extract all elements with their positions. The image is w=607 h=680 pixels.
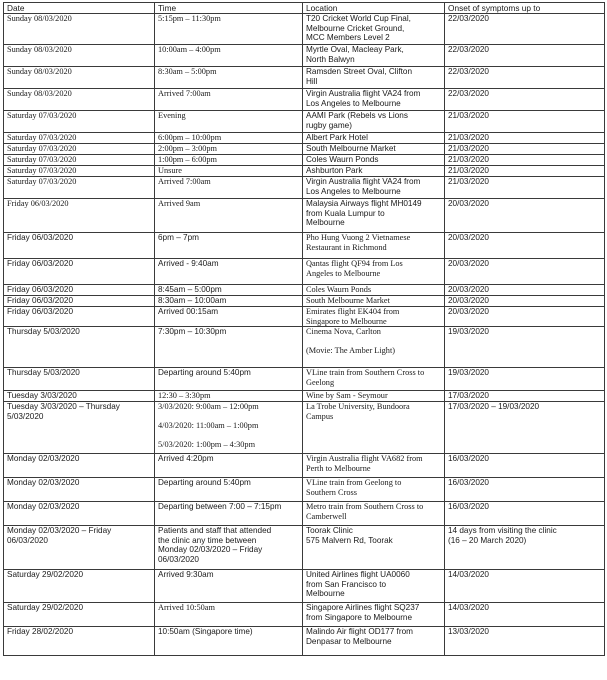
location-cell bbox=[303, 89, 445, 111]
date-cell-text: Saturday 29/02/2020 bbox=[7, 603, 84, 612]
location-cell-text: from Kuala Lumpur to bbox=[306, 208, 385, 218]
location-cell-text: (Movie: The Amber Light) bbox=[306, 346, 396, 355]
location-cell-text: Pho Hung Vuong 2 Vietnamese bbox=[306, 233, 411, 242]
time-cell bbox=[155, 327, 303, 368]
location-cell-text: 575 Malvern Rd, Toorak bbox=[306, 535, 393, 545]
onset-cell-text: 17/03/2020 bbox=[448, 391, 489, 400]
location-cell-text: Myrtle Oval, Macleay Park, bbox=[306, 45, 404, 54]
location-cell-text: Virgin Australia flight VA24 from bbox=[306, 177, 421, 186]
date-cell bbox=[4, 155, 155, 166]
time-cell-text: Arrived 4:20pm bbox=[158, 454, 214, 463]
table-row bbox=[4, 402, 605, 454]
time-cell bbox=[155, 502, 303, 526]
table-header-row bbox=[4, 3, 605, 14]
date-cell-text: Monday 02/03/2020 bbox=[7, 454, 80, 463]
onset-cell bbox=[445, 570, 605, 603]
table-row bbox=[4, 368, 605, 391]
onset-cell-text: 16/03/2020 bbox=[448, 454, 489, 463]
location-cell-text: Ashburton Park bbox=[306, 166, 363, 175]
onset-cell-text: 20/03/2020 bbox=[448, 199, 489, 208]
location-cell-text: Cinema Nova, Carlton bbox=[306, 327, 381, 336]
location-cell-text: Qantas flight QF94 from Los bbox=[306, 259, 403, 268]
onset-cell bbox=[445, 177, 605, 199]
location-cell bbox=[303, 133, 445, 144]
date-cell bbox=[4, 454, 155, 478]
date-cell-text: Tuesday 3/03/2020 bbox=[7, 391, 77, 400]
location-cell-text: Melbourne Cricket Ground, bbox=[306, 23, 405, 33]
onset-cell-text: 16/03/2020 bbox=[448, 502, 489, 511]
date-cell bbox=[4, 166, 155, 177]
table-row bbox=[4, 285, 605, 296]
time-cell bbox=[155, 296, 303, 307]
onset-cell bbox=[445, 327, 605, 368]
location-cell-text: South Melbourne Market bbox=[306, 296, 390, 305]
date-cell-text: Friday 06/03/2020 bbox=[7, 307, 73, 316]
onset-cell-text: 20/03/2020 bbox=[448, 259, 489, 268]
column-header-location: Location bbox=[303, 3, 445, 14]
location-cell-text: United Airlines flight UA0060 bbox=[306, 570, 410, 579]
date-cell-text: Friday 06/03/2020 bbox=[7, 199, 69, 208]
onset-cell bbox=[445, 259, 605, 285]
onset-cell bbox=[445, 155, 605, 166]
onset-cell-text: 14/03/2020 bbox=[448, 603, 489, 612]
onset-cell-text: 21/03/2020 bbox=[448, 144, 489, 153]
time-cell-text: Arrived 9am bbox=[158, 199, 201, 208]
location-cell-text: Malaysia Airways flight MH0149 bbox=[306, 199, 422, 208]
time-cell bbox=[155, 402, 303, 454]
onset-cell-text: 20/03/2020 bbox=[448, 233, 489, 242]
date-cell-text: Friday 06/03/2020 bbox=[7, 285, 73, 294]
time-cell bbox=[155, 627, 303, 656]
onset-cell bbox=[445, 133, 605, 144]
date-cell-text: Friday 28/02/2020 bbox=[7, 627, 73, 636]
date-cell bbox=[4, 144, 155, 155]
onset-cell-text: 17/03/2020 – 19/03/2020 bbox=[448, 402, 540, 411]
onset-cell bbox=[445, 502, 605, 526]
table-row bbox=[4, 67, 605, 89]
location-cell bbox=[303, 199, 445, 233]
time-cell-text: 4/03/2020: 11:00am – 1:00pm bbox=[158, 421, 259, 430]
time-cell-text: Monday 02/03/2020 – Friday bbox=[158, 545, 263, 554]
time-cell-text: Departing around 5:40pm bbox=[158, 368, 251, 377]
table-row bbox=[4, 627, 605, 656]
location-cell bbox=[303, 627, 445, 656]
location-cell-text: Camberwell bbox=[306, 511, 347, 521]
table-row bbox=[4, 111, 605, 133]
onset-cell-text: 22/03/2020 bbox=[448, 45, 489, 54]
time-cell bbox=[155, 67, 303, 89]
time-cell bbox=[155, 307, 303, 327]
date-cell bbox=[4, 259, 155, 285]
table-row bbox=[4, 526, 605, 570]
table-row bbox=[4, 177, 605, 199]
column-header-onset: Onset of symptoms up to bbox=[445, 3, 605, 14]
onset-cell bbox=[445, 627, 605, 656]
location-cell-text: North Balwyn bbox=[306, 54, 355, 64]
onset-cell-text: 20/03/2020 bbox=[448, 285, 489, 294]
location-cell-text: VLine train from Geelong to bbox=[306, 478, 402, 487]
time-cell bbox=[155, 391, 303, 402]
location-cell bbox=[303, 526, 445, 570]
date-cell bbox=[4, 327, 155, 368]
onset-cell bbox=[445, 166, 605, 177]
table-body bbox=[4, 14, 605, 656]
date-cell bbox=[4, 133, 155, 144]
location-cell-text: Wine by Sam - Seymour bbox=[306, 391, 388, 400]
location-cell-text: Metro train from Southern Cross to bbox=[306, 502, 424, 511]
time-cell-text: Arrived 7:00am bbox=[158, 177, 211, 186]
time-cell-text: Departing around 5:40pm bbox=[158, 478, 251, 487]
table-row bbox=[4, 155, 605, 166]
time-cell-text: 7:30pm – 10:30pm bbox=[158, 327, 227, 336]
time-cell bbox=[155, 570, 303, 603]
table-row bbox=[4, 259, 605, 285]
location-cell bbox=[303, 402, 445, 454]
time-cell bbox=[155, 155, 303, 166]
onset-cell-text: 21/03/2020 bbox=[448, 133, 489, 142]
date-cell bbox=[4, 45, 155, 67]
table-row bbox=[4, 391, 605, 402]
date-cell-text: Sunday 08/03/2020 bbox=[7, 67, 72, 76]
onset-cell-text: 19/03/2020 bbox=[448, 327, 489, 336]
time-cell-text: the clinic any time between bbox=[158, 535, 257, 545]
time-cell-text: 8:30am – 10:00am bbox=[158, 296, 227, 305]
location-cell bbox=[303, 327, 445, 368]
table-row bbox=[4, 166, 605, 177]
location-cell-text: Southern Cross bbox=[306, 487, 357, 497]
date-cell-text: Saturday 29/02/2020 bbox=[7, 570, 84, 579]
location-cell bbox=[303, 570, 445, 603]
date-cell bbox=[4, 199, 155, 233]
date-cell-text: Friday 06/03/2020 bbox=[7, 259, 73, 268]
table-row bbox=[4, 570, 605, 603]
onset-cell-text: 21/03/2020 bbox=[448, 155, 489, 164]
date-cell-text: 06/03/2020 bbox=[7, 535, 48, 545]
location-cell-text: Singapore to Melbourne bbox=[306, 316, 387, 326]
onset-cell bbox=[445, 402, 605, 454]
table-row bbox=[4, 233, 605, 259]
onset-cell bbox=[445, 14, 605, 45]
location-cell-text: T20 Cricket World Cup Final, bbox=[306, 14, 411, 23]
time-cell-text: 10:50am (Singapore time) bbox=[158, 627, 253, 636]
date-cell bbox=[4, 502, 155, 526]
document-page bbox=[3, 2, 604, 656]
location-cell-text: Emirates flight EK404 from bbox=[306, 307, 400, 316]
date-cell bbox=[4, 478, 155, 502]
time-cell bbox=[155, 14, 303, 45]
onset-cell-text: 22/03/2020 bbox=[448, 89, 489, 98]
date-cell-text: Monday 02/03/2020 – Friday bbox=[7, 526, 112, 535]
date-cell-text: Friday 06/03/2020 bbox=[7, 296, 73, 305]
time-cell bbox=[155, 45, 303, 67]
location-cell bbox=[303, 478, 445, 502]
location-cell-text: Virgin Australia flight VA682 from bbox=[306, 454, 423, 463]
date-cell bbox=[4, 233, 155, 259]
location-cell-text: Singapore Airlines flight SQ237 bbox=[306, 603, 420, 612]
location-cell-text: Denpasar to Melbourne bbox=[306, 636, 392, 646]
location-cell-text: VLine train from Southern Cross to bbox=[306, 368, 425, 377]
date-cell-text: Monday 02/03/2020 bbox=[7, 478, 80, 487]
location-cell bbox=[303, 155, 445, 166]
date-cell-text: Saturday 07/03/2020 bbox=[7, 133, 77, 142]
time-cell bbox=[155, 285, 303, 296]
location-cell bbox=[303, 368, 445, 391]
time-cell bbox=[155, 454, 303, 478]
location-cell-text: Albert Park Hotel bbox=[306, 133, 368, 142]
location-cell-text: Toorak Clinic bbox=[306, 526, 353, 535]
time-cell-text: 1:00pm – 6:00pm bbox=[158, 155, 218, 164]
location-cell-text: Los Angeles to Melbourne bbox=[306, 98, 401, 108]
time-cell-text: Departing between 7:00 – 7:15pm bbox=[158, 502, 282, 511]
time-cell-text: Patients and staff that attended bbox=[158, 526, 272, 535]
onset-cell bbox=[445, 478, 605, 502]
location-cell-text: AAMI Park (Rebels vs Lions bbox=[306, 111, 408, 120]
time-cell bbox=[155, 111, 303, 133]
time-cell-text: Unsure bbox=[158, 166, 182, 175]
onset-cell-text: (16 – 20 March 2020) bbox=[448, 535, 527, 545]
table-row bbox=[4, 454, 605, 478]
location-cell-text: Angeles to Melbourne bbox=[306, 268, 381, 278]
location-cell bbox=[303, 285, 445, 296]
time-cell-text: Arrived 7:00am bbox=[158, 89, 211, 98]
location-cell-text: La Trobe University, Bundoora bbox=[306, 402, 410, 411]
location-cell-text: Coles Waurn Ponds bbox=[306, 285, 372, 294]
table-row bbox=[4, 327, 605, 368]
onset-cell bbox=[445, 111, 605, 133]
date-cell-text: Thursday 5/03/2020 bbox=[7, 368, 80, 377]
location-cell-text: Campus bbox=[306, 411, 334, 421]
time-cell-text: 06/03/2020 bbox=[158, 554, 199, 564]
date-cell bbox=[4, 67, 155, 89]
date-cell bbox=[4, 570, 155, 603]
date-cell-text: Sunday 08/03/2020 bbox=[7, 89, 72, 98]
location-cell bbox=[303, 307, 445, 327]
date-cell-text: Saturday 07/03/2020 bbox=[7, 155, 77, 164]
time-cell bbox=[155, 177, 303, 199]
time-cell-text: 5:15pm – 11:30pm bbox=[158, 14, 221, 23]
column-header-time: Time bbox=[155, 3, 303, 14]
location-cell-text: Virgin Australia flight VA24 from bbox=[306, 89, 421, 98]
time-cell bbox=[155, 478, 303, 502]
onset-cell-text: 20/03/2020 bbox=[448, 307, 489, 316]
location-cell-text: Melbourne bbox=[306, 589, 345, 598]
table-row bbox=[4, 502, 605, 526]
date-cell bbox=[4, 89, 155, 111]
onset-cell-text: 22/03/2020 bbox=[448, 14, 489, 23]
table-row bbox=[4, 307, 605, 327]
table-row bbox=[4, 199, 605, 233]
onset-cell bbox=[445, 199, 605, 233]
time-cell bbox=[155, 133, 303, 144]
date-cell bbox=[4, 285, 155, 296]
location-cell-text: Perth to Melbourne bbox=[306, 463, 371, 473]
time-cell-text: Evening bbox=[158, 111, 186, 120]
onset-cell-text: 16/03/2020 bbox=[448, 478, 489, 487]
column-header-date: Date bbox=[4, 3, 155, 14]
location-cell bbox=[303, 45, 445, 67]
date-cell-text: Friday 06/03/2020 bbox=[7, 233, 73, 242]
onset-cell bbox=[445, 603, 605, 627]
time-cell-text: 6:00pm – 10:00pm bbox=[158, 133, 222, 142]
date-cell-text: Monday 02/03/2020 bbox=[7, 502, 80, 511]
time-cell-text: Arrived 9:30am bbox=[158, 570, 214, 579]
time-cell-text: 6pm – 7pm bbox=[158, 233, 199, 242]
location-cell bbox=[303, 177, 445, 199]
table-row bbox=[4, 603, 605, 627]
date-cell bbox=[4, 296, 155, 307]
time-cell bbox=[155, 233, 303, 259]
location-cell bbox=[303, 67, 445, 89]
date-cell bbox=[4, 307, 155, 327]
location-cell bbox=[303, 233, 445, 259]
time-cell bbox=[155, 199, 303, 233]
time-cell bbox=[155, 259, 303, 285]
time-cell-text: 8:45am – 5:00pm bbox=[158, 285, 222, 294]
location-cell bbox=[303, 603, 445, 627]
date-cell bbox=[4, 627, 155, 656]
location-cell-text: Hill bbox=[306, 76, 318, 86]
table-row bbox=[4, 144, 605, 155]
onset-cell bbox=[445, 307, 605, 327]
onset-cell-text: 14 days from visiting the clinic bbox=[448, 526, 557, 535]
onset-cell-text: 22/03/2020 bbox=[448, 67, 489, 76]
time-cell bbox=[155, 144, 303, 155]
location-cell bbox=[303, 166, 445, 177]
time-cell-text: 2:00pm – 3:00pm bbox=[158, 144, 218, 153]
time-cell-text: 10:00am – 4:00pm bbox=[158, 45, 221, 54]
table-row bbox=[4, 89, 605, 111]
onset-cell-text: 13/03/2020 bbox=[448, 627, 489, 636]
location-cell-text: South Melbourne Market bbox=[306, 144, 396, 153]
location-cell bbox=[303, 259, 445, 285]
table-row bbox=[4, 296, 605, 307]
time-cell bbox=[155, 526, 303, 570]
onset-cell bbox=[445, 67, 605, 89]
exposure-sites-table bbox=[3, 2, 605, 656]
location-cell bbox=[303, 14, 445, 45]
date-cell-text: 5/03/2020 bbox=[7, 411, 44, 421]
location-cell bbox=[303, 144, 445, 155]
date-cell bbox=[4, 603, 155, 627]
onset-cell bbox=[445, 45, 605, 67]
date-cell bbox=[4, 526, 155, 570]
onset-cell bbox=[445, 454, 605, 478]
location-cell-text: Geelong bbox=[306, 377, 335, 387]
onset-cell bbox=[445, 144, 605, 155]
time-cell-text: Arrived 10:50am bbox=[158, 603, 215, 612]
location-cell bbox=[303, 502, 445, 526]
location-cell-text: from Singapore to Melbourne bbox=[306, 612, 413, 622]
date-cell-text: Saturday 07/03/2020 bbox=[7, 144, 77, 153]
date-cell-text: Saturday 07/03/2020 bbox=[7, 111, 77, 120]
time-cell-text: 12:30 – 3:30pm bbox=[158, 391, 211, 400]
onset-cell bbox=[445, 296, 605, 307]
time-cell bbox=[155, 368, 303, 391]
time-cell-text: Arrived 00:15am bbox=[158, 307, 219, 316]
time-cell-text: Arrived - 9:40am bbox=[158, 259, 219, 268]
date-cell bbox=[4, 402, 155, 454]
onset-cell-text: 20/03/2020 bbox=[448, 296, 489, 305]
onset-cell-text: 19/03/2020 bbox=[448, 368, 489, 377]
date-cell-text: Tuesday 3/03/2020 – Thursday bbox=[7, 402, 120, 411]
location-cell-text: Ramsden Street Oval, Clifton bbox=[306, 67, 413, 76]
date-cell-text: Saturday 07/03/2020 bbox=[7, 166, 77, 175]
date-cell-text: Saturday 07/03/2020 bbox=[7, 177, 77, 186]
table-row bbox=[4, 45, 605, 67]
time-cell-text: 8:30am – 5:00pm bbox=[158, 67, 217, 76]
date-cell-text: Sunday 08/03/2020 bbox=[7, 45, 72, 54]
date-cell bbox=[4, 368, 155, 391]
location-cell-text: Malindo Air flight OD177 from bbox=[306, 627, 413, 636]
onset-cell bbox=[445, 233, 605, 259]
date-cell-text: Thursday 5/03/2020 bbox=[7, 327, 80, 336]
location-cell bbox=[303, 391, 445, 402]
time-cell-text: 3/03/2020: 9:00am – 12:00pm bbox=[158, 402, 259, 411]
date-cell bbox=[4, 391, 155, 402]
date-cell-text: Sunday 08/03/2020 bbox=[7, 14, 72, 23]
time-cell-text: 5/03/2020: 1:00pm – 4:30pm bbox=[158, 440, 256, 449]
date-cell bbox=[4, 14, 155, 45]
table-row bbox=[4, 133, 605, 144]
onset-cell bbox=[445, 526, 605, 570]
location-cell-text: from San Francisco to bbox=[306, 579, 387, 589]
date-cell bbox=[4, 111, 155, 133]
location-cell-text: Restaurant in Richmond bbox=[306, 242, 387, 252]
table-row bbox=[4, 14, 605, 45]
onset-cell-text: 21/03/2020 bbox=[448, 111, 489, 120]
onset-cell-text: 21/03/2020 bbox=[448, 166, 489, 175]
time-cell bbox=[155, 603, 303, 627]
onset-cell bbox=[445, 285, 605, 296]
onset-cell bbox=[445, 391, 605, 402]
table-row bbox=[4, 478, 605, 502]
location-cell bbox=[303, 454, 445, 478]
location-cell-text: Coles Waurn Ponds bbox=[306, 155, 379, 164]
onset-cell bbox=[445, 368, 605, 391]
onset-cell-text: 21/03/2020 bbox=[448, 177, 489, 186]
location-cell bbox=[303, 296, 445, 307]
location-cell-text: rugby game) bbox=[306, 120, 352, 130]
location-cell-text: Melbourne bbox=[306, 218, 345, 227]
location-cell-text: MCC Members Level 2 bbox=[306, 33, 390, 42]
time-cell bbox=[155, 89, 303, 111]
onset-cell bbox=[445, 89, 605, 111]
time-cell bbox=[155, 166, 303, 177]
date-cell bbox=[4, 177, 155, 199]
location-cell bbox=[303, 111, 445, 133]
onset-cell-text: 14/03/2020 bbox=[448, 570, 489, 579]
location-cell-text: Los Angeles to Melbourne bbox=[306, 186, 401, 196]
